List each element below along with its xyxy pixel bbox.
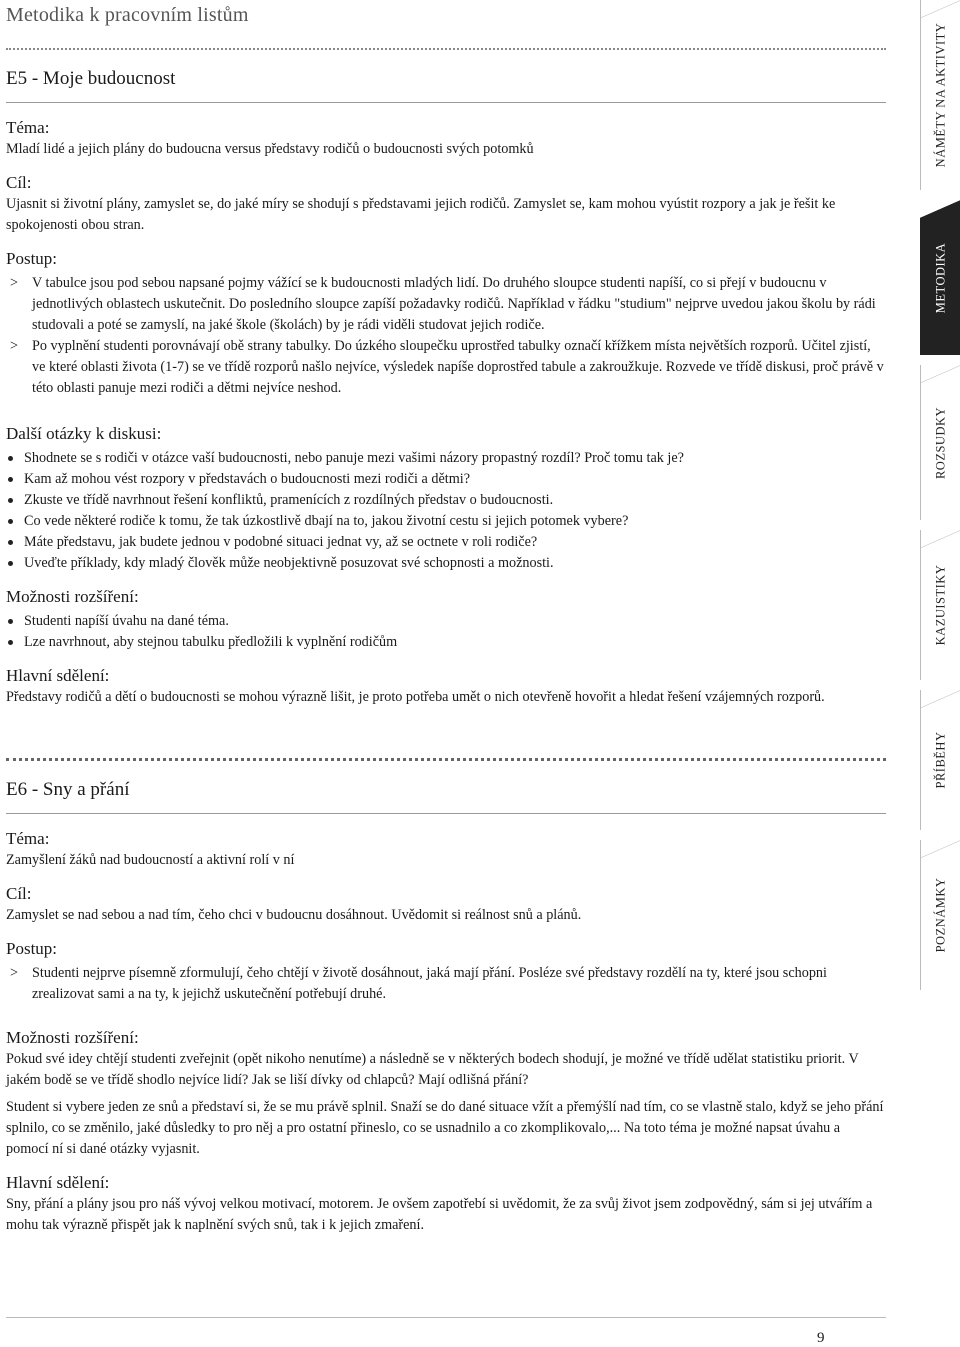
- section-e6: [6, 777, 886, 1236]
- postup-label: Postup:: [6, 249, 58, 268]
- page-header-title: Metodika k pracovním listům: [6, 4, 249, 26]
- section-divider: [6, 102, 886, 103]
- cil-block: [6, 172, 886, 236]
- tab-label: ROZSUDKY: [933, 406, 947, 479]
- tab-pribehy[interactable]: [920, 690, 960, 830]
- sdeleni-text: Sny, přání a plány jsou pro náš vývoj velkou motivací, motorem. Je ovšem zapotřebí si uvědomit, že za svůj život jsem zodpovědný, sám si jej utvářím a mohu tak výrazně přispět jak k naplnění svých snů, tak i k jejich zmaření.: [6, 1196, 873, 1233]
- cil-text: Zamyslet se nad sebou a nad tím, čeho chci v budoucnu dosáhnout. Uvědomit si reálnost snů a plánů.: [6, 907, 582, 923]
- tema-text: Mladí lidé a jejich plány do budoucna versus představy rodičů o budoucnosti svých potomků: [6, 141, 534, 157]
- cil-label: Cíl:: [6, 884, 32, 903]
- list-item: > V tabulce jsou pod sebou napsané pojmy vážící se k budoucnosti mladých lidí. Do druhého sloupce studenti napíší, co si přejí v budoucnu v jednotlivých oblastech uskutečnit. Do posledního sloupce zapíší požadavky rodičů. Například v řádku "studium" nejprve uvedou jakou školu by rádi studovali a poté se zamyslí, na jaké škole (školách) by je rádi viděli studovat jejich rodiče.: [6, 273, 886, 336]
- moznosti-label: Možnosti rozšíření:: [6, 1028, 139, 1047]
- tema-block: [6, 828, 886, 871]
- moznosti-paragraph: Student si vybere jeden ze snů a představí si, že se mu právě splnil. Snaží se do dané situace vžít a přemýšlí nad tím, co se vlastně stalo, když se jeho přání splnilo, co se změnilo, jaké důsledky to pro něj a pro ostatní přineslo, co se usnadnilo a co zkomplikovalo,... Na toto téma je možné napsat úvahu a pomocí ní si dané otázky vyjasnit.: [6, 1099, 884, 1157]
- section-title: E6 - Sny a přání: [6, 779, 130, 800]
- postup-list: [6, 963, 886, 1005]
- page-number: 9: [817, 1330, 825, 1346]
- tab-label: KAZUISTIKY: [933, 564, 947, 646]
- postup-list: [6, 273, 886, 399]
- list-item: Kam až mohou vést rozpory v představách o budoucnosti mezi rodiči a dětmi?: [6, 469, 886, 490]
- cil-label: Cíl:: [6, 173, 32, 192]
- postup-block: [6, 938, 886, 1005]
- sdeleni-text: Představy rodičů a dětí o budoucnosti se mohou výrazně lišit, je proto potřeba umět o nich otevřeně hovořit a hledat řešení vzájemných rozporů.: [6, 689, 825, 705]
- section-e5: [6, 66, 886, 708]
- tema-block: [6, 117, 886, 160]
- section-divider: [6, 813, 886, 814]
- postup-block: [6, 248, 886, 399]
- list-item: Lze navrhnout, aby stejnou tabulku předložili k vyplnění rodičům: [6, 632, 886, 653]
- otazky-label: Další otázky k diskusi:: [6, 424, 162, 443]
- moznosti-list: [6, 611, 886, 653]
- sdeleni-block: [6, 665, 886, 708]
- cil-block: [6, 883, 886, 926]
- otazky-block: [6, 423, 886, 574]
- sdeleni-label: Hlavní sdělení:: [6, 1173, 110, 1192]
- postup-label: Postup:: [6, 939, 58, 958]
- list-item: > Po vyplnění studenti porovnávají obě strany tabulky. Do úzkého sloupečku uprostřed tabulky označí křížkem místa největších rozporů. Učitel zjistí, ve které oblasti života (1-7) se ve třídě rozporů našlo nejvíce, výsledek napíše doprostřed tabule a zakroužkuje. Rozvede ve třídě diskusi, proč právě v této oblasti panuje mezi rodiči a dětmi nejvíce neshod.: [6, 336, 886, 399]
- sdeleni-label: Hlavní sdělení:: [6, 666, 110, 685]
- tema-label: Téma:: [6, 829, 50, 848]
- tema-text: Zamyšlení žáků nad budoucností a aktivní rolí v ní: [6, 852, 295, 868]
- section-title: E5 - Moje budoucnost: [6, 68, 176, 89]
- tab-label: POZNÁMKY: [933, 877, 947, 953]
- moznosti-block: [6, 1027, 886, 1160]
- header-dotted-divider: [6, 48, 886, 50]
- cil-text: Ujasnit si životní plány, zamyslet se, do jaké míry se shodují s představami jejich rodičů. Zamyslet se, kam mohou vyústit rozpory a jak je řešit ke spokojenosti obou stran.: [6, 196, 836, 233]
- list-item: Zkuste ve třídě navrhnout řešení konfliktů, pramenících z rozdílných představ o budoucnosti.: [6, 490, 886, 511]
- tab-poznamky[interactable]: [920, 840, 960, 990]
- side-tabs: [920, 0, 960, 1345]
- tema-label: Téma:: [6, 118, 50, 137]
- moznosti-paragraph: Pokud své idey chtějí studenti zveřejnit (opět nikoho nenutíme) a následně se v některých bodech shodují, je možné ve třídě udělat statistiku priorit. V jakém bodě se ve třídě shodlo nejvíce lidí? Jak se liší dívky od chlapců? Mají odlišná přání?: [6, 1051, 859, 1088]
- tab-kazuistiky[interactable]: [920, 530, 960, 680]
- tab-label: PŘÍBĚHY: [933, 731, 947, 789]
- footer-divider: [6, 1317, 886, 1318]
- list-item: Shodnete se s rodiči v otázce vaší budoucnosti, nebo panuje mezi vašimi názory propastný rozdíl? Proč tomu tak je?: [6, 448, 886, 469]
- list-item: Studenti napíší úvahu na dané téma.: [6, 611, 886, 632]
- otazky-list: [6, 448, 886, 574]
- moznosti-block: [6, 586, 886, 653]
- tab-metodika[interactable]: [920, 200, 960, 355]
- list-item: Máte představu, jak budete jednou v podobné situaci jednat vy, až se octnete v roli rodiče?: [6, 532, 886, 553]
- section-dotted-divider: [6, 758, 886, 761]
- list-item: Co vede některé rodiče k tomu, že tak úzkostlivě dbají na to, jakou životní cestu si jejich potomek vybere?: [6, 511, 886, 532]
- main-content: [6, 66, 886, 1248]
- tab-label: NÁMĚTY NA AKTIVITY: [933, 22, 947, 168]
- tab-namety-na-aktivity[interactable]: [920, 0, 960, 190]
- moznosti-label: Možnosti rozšíření:: [6, 587, 139, 606]
- sdeleni-block: [6, 1172, 886, 1236]
- list-item: > Studenti nejprve písemně zformulují, čeho chtějí v životě dosáhnout, jaká mají přání. Posléze své představy rozdělí na ty, které jsou schopni zrealizovat sami a na ty, k jejichž uskutečnění potřebují druhé.: [6, 963, 886, 1005]
- tab-rozsudky[interactable]: [920, 365, 960, 520]
- list-item: Uveďte příklady, kdy mladý člověk může neobjektivně posuzovat své schopnosti a možnosti.: [6, 553, 886, 574]
- tab-label: METODIKA: [933, 242, 947, 313]
